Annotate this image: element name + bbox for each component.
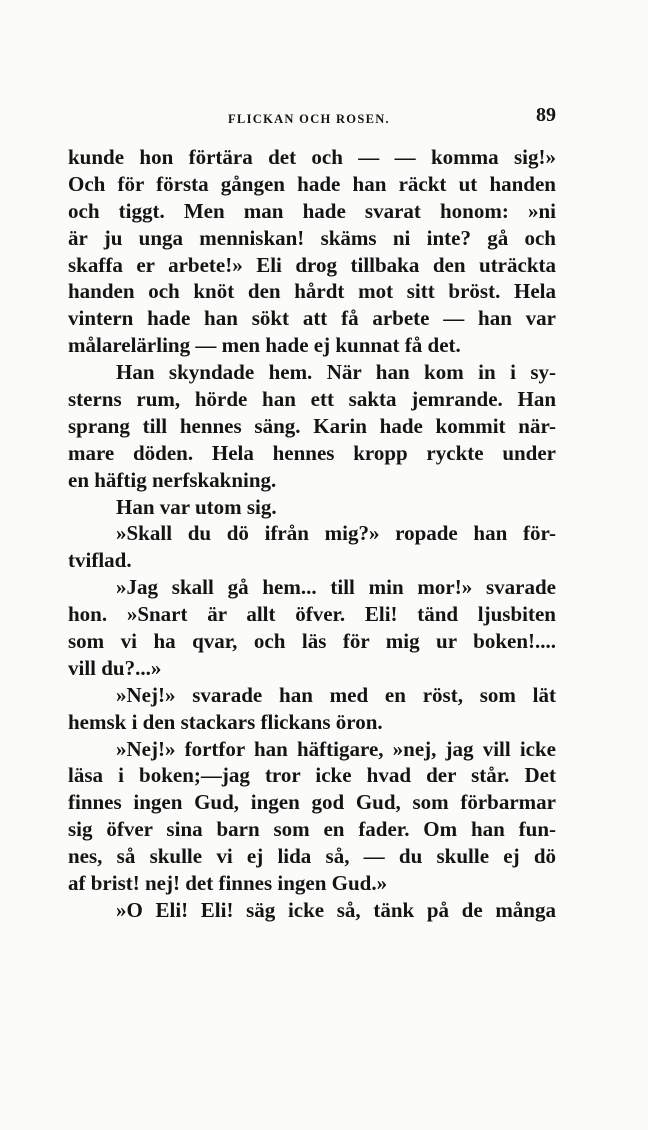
- page-number: 89: [536, 104, 556, 126]
- text-line: sig öfver sina barn som en fader. Om han fun-: [68, 817, 556, 842]
- text-line: mare döden. Hela hennes kropp ryckte under: [68, 440, 556, 465]
- text-line: kunde hon förtära det och — — komma sig!»: [68, 145, 556, 169]
- text-line: Och för första gången hade han räckt ut handen: [68, 171, 556, 196]
- text-line: nes, så skulle vi ej lida så, — du skulle ej dö: [68, 844, 556, 869]
- text-line: finnes ingen Gud, ingen god Gud, som förbarmar: [68, 790, 556, 815]
- text-line: hemsk i den stackars flickans öron.: [68, 709, 383, 734]
- text-line: sprang till hennes säng. Karin hade kommit när-: [68, 413, 556, 438]
- text-line: Han skyndade hem. När han kom in i sy-: [116, 360, 556, 385]
- text-line: tviflad.: [68, 548, 132, 573]
- text-line: som vi ha qvar, och läs för mig ur boken!....: [68, 629, 556, 654]
- text-line: är ju unga menniskan! skäms ni inte? gå och: [68, 225, 556, 250]
- text-line: och tiggt. Men man hade svarat honom: »ni: [68, 198, 556, 223]
- text-line: »Nej!» svarade han med en röst, som lät: [116, 682, 556, 707]
- text-line: vintern hade han sökt att få arbete — han var: [68, 306, 556, 331]
- body-text: [68, 144, 556, 924]
- text-line: af brist! nej! det finnes ingen Gud.»: [68, 871, 388, 896]
- text-line: en häftig nerfskakning.: [68, 467, 277, 492]
- text-line: skaffa er arbete!» Eli drog tillbaka den uträckta: [68, 252, 556, 277]
- text-line: målarelärling — men hade ej kunnat få det.: [68, 333, 461, 358]
- running-head: [68, 104, 556, 134]
- text-line: handen och knöt den hårdt mot sitt bröst. Hela: [68, 279, 556, 304]
- text-line: hon. »Snart är allt öfver. Eli! tänd ljusbiten: [68, 602, 556, 627]
- text-line: vill du?...»: [68, 655, 162, 680]
- text-line: sterns rum, hörde han ett sakta jemrande. Han: [68, 387, 556, 412]
- text-line: läsa i boken;—jag tror icke hvad der står. Det: [68, 763, 556, 788]
- text-line: »Skall du dö ifrån mig?» ropade han för-: [116, 521, 556, 546]
- running-head-title: FLICKAN OCH ROSEN.: [228, 112, 390, 126]
- text-line: »Jag skall gå hem... till min mor!» svarade: [116, 575, 556, 600]
- text-line: Han var utom sig.: [116, 494, 277, 519]
- text-line: »O Eli! Eli! säg icke så, tänk på de många: [116, 897, 556, 922]
- text-line: »Nej!» fortfor han häftigare, »nej, jag vill icke: [116, 736, 556, 761]
